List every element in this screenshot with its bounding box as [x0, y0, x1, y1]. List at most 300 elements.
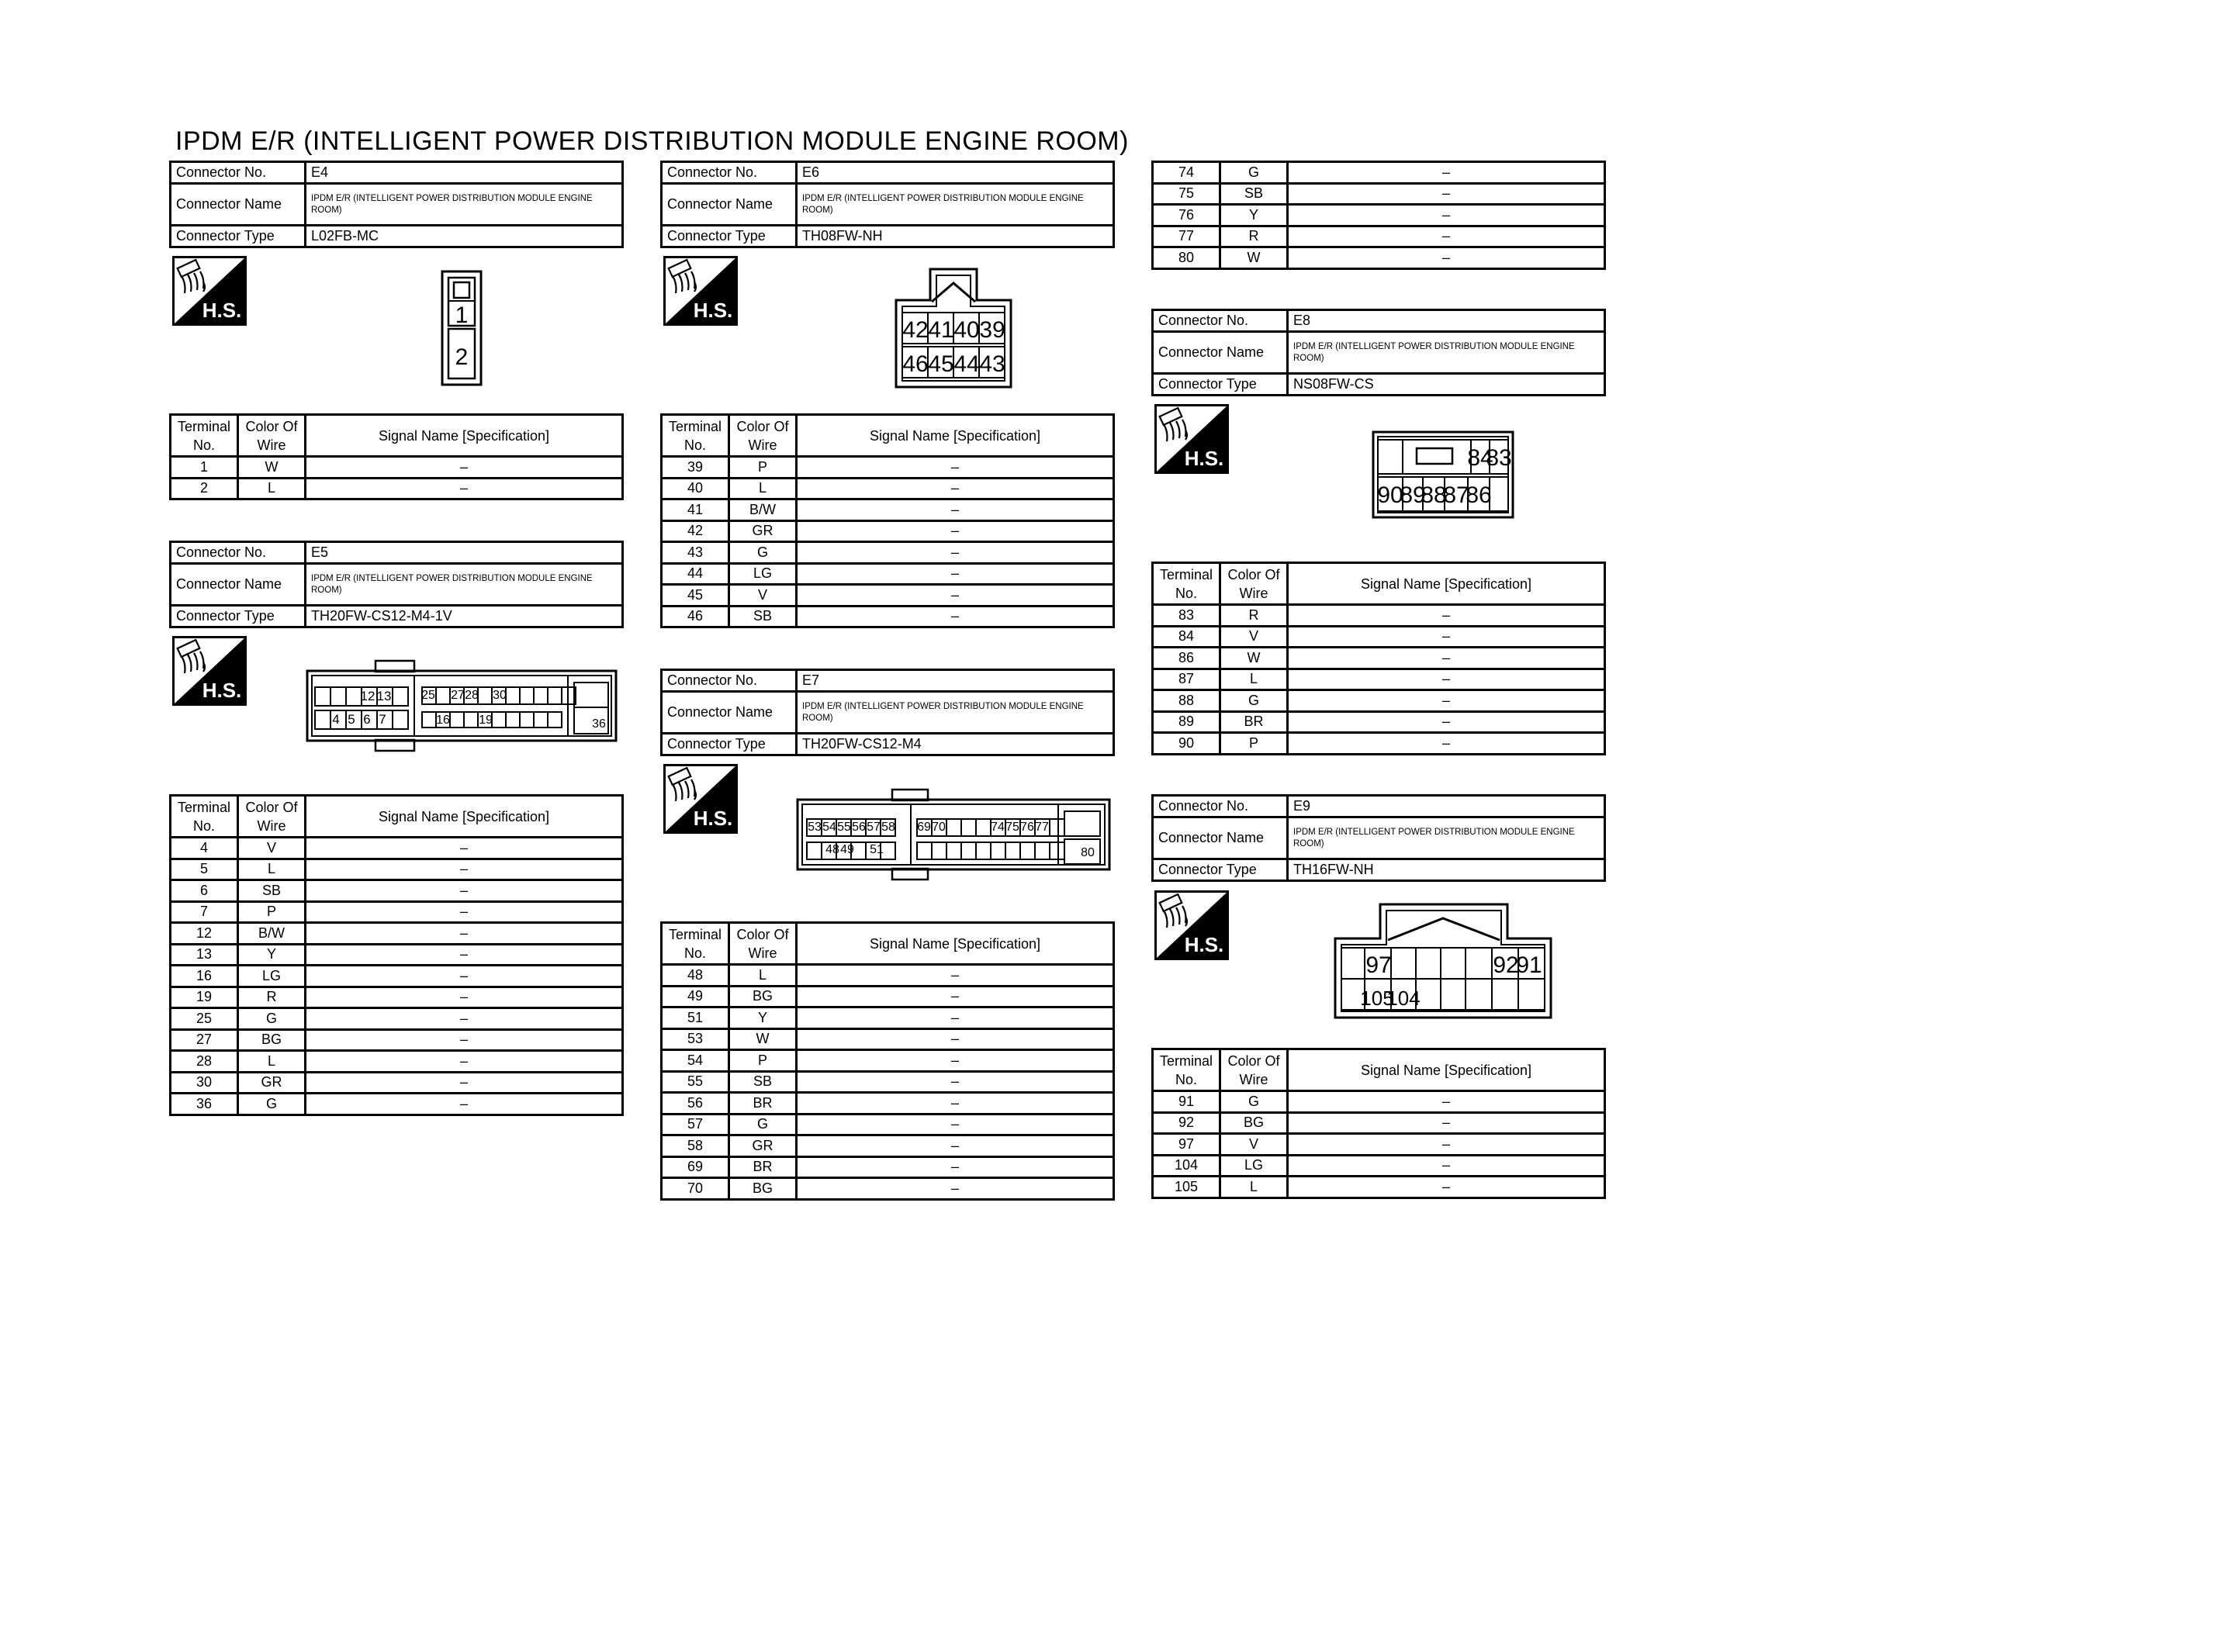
table-row — [1153, 626, 1605, 648]
signal-name-cell: – — [306, 901, 623, 923]
pin-label: 86 — [1466, 482, 1492, 508]
pin-label: 43 — [979, 351, 1005, 377]
wire-color-cell: L — [238, 1051, 306, 1073]
terminal-no-cell: 87 — [1153, 669, 1220, 690]
wire-color-cell: L — [238, 859, 306, 880]
connector-no-label: Connector No. — [171, 162, 306, 184]
signal-name-cell: – — [797, 520, 1114, 542]
table-row — [662, 478, 1114, 499]
wire-color-cell: P — [238, 901, 306, 923]
connector-type-value: TH20FW-CS12-M4-1V — [306, 606, 623, 627]
connector-e5-face-diagram — [306, 659, 618, 754]
table-row — [662, 1007, 1114, 1029]
signal-name-cell: – — [1288, 1091, 1605, 1113]
pin-label: 58 — [881, 821, 895, 834]
wire-color-cell: GR — [238, 1072, 306, 1094]
wire-color-cell: P — [1220, 733, 1288, 755]
hs-label: H.S. — [202, 679, 242, 702]
table-row — [662, 542, 1114, 564]
signal-name-cell: – — [306, 1008, 623, 1030]
terminal-no-cell: 105 — [1153, 1177, 1220, 1198]
signal-name-cell: – — [797, 1156, 1114, 1178]
wire-color-cell: BG — [238, 1029, 306, 1051]
connector-type-label: Connector Type — [1153, 374, 1288, 396]
signal-name-cell: – — [797, 1135, 1114, 1157]
table-row — [1153, 1091, 1605, 1113]
terminal-no-cell: 44 — [662, 563, 729, 585]
table-row — [662, 563, 1114, 585]
header-line: Terminal — [177, 799, 231, 815]
terminal-no-cell: 74 — [1153, 162, 1220, 184]
pin-label: 25 — [421, 689, 435, 702]
connector-e7-header — [660, 669, 1115, 756]
connector-name-value: IPDM E/R (INTELLIGENT POWER DISTRIBUTION MODULE ENGINE ROOM) — [1288, 332, 1605, 374]
hs-label: H.S. — [693, 807, 733, 830]
connector-e6-terminal-table — [660, 413, 1115, 628]
connector-no-value: E7 — [797, 670, 1114, 692]
connector-name-label: Connector Name — [171, 564, 306, 606]
wire-color-cell: G — [1220, 690, 1288, 712]
wire-color-header — [1220, 563, 1288, 605]
wire-color-cell: BG — [729, 1178, 797, 1200]
terminal-table — [1151, 161, 1606, 270]
terminal-no-cell: 12 — [171, 923, 238, 945]
connector-name-label: Connector Name — [1153, 332, 1288, 374]
terminal-no-cell: 30 — [171, 1072, 238, 1094]
table-row — [1153, 162, 1605, 184]
signal-name-cell: – — [306, 987, 623, 1008]
terminal-no-cell: 104 — [1153, 1155, 1220, 1177]
header-line: Wire — [257, 817, 286, 834]
connector-no-label: Connector No. — [1153, 796, 1288, 817]
pin-label: 69 — [917, 821, 931, 834]
pin-label: 90 — [1377, 482, 1403, 508]
connector-e6-header — [660, 161, 1115, 248]
terminal-no-cell: 39 — [662, 457, 729, 479]
wire-color-cell: GR — [729, 1135, 797, 1157]
pin-label: 48 — [825, 843, 839, 856]
wire-color-cell: P — [729, 457, 797, 479]
signal-name-cell: – — [1288, 205, 1605, 226]
connector-no-label: Connector No. — [662, 162, 797, 184]
table-row — [1153, 733, 1605, 755]
wire-color-cell: V — [729, 585, 797, 607]
wire-color-header — [729, 415, 797, 457]
wire-color-cell: L — [1220, 1177, 1288, 1198]
signal-name-cell: – — [1288, 605, 1605, 627]
terminal-table — [169, 413, 624, 500]
wire-color-cell: BG — [729, 986, 797, 1007]
terminal-no-cell: 97 — [1153, 1134, 1220, 1156]
table-row — [662, 606, 1114, 627]
terminal-no-header — [1153, 563, 1220, 605]
table-row — [662, 1135, 1114, 1157]
connector-e8-face-diagram — [1372, 430, 1514, 519]
terminal-no-cell: 25 — [171, 1008, 238, 1030]
table-row — [171, 966, 623, 987]
table-row — [171, 880, 623, 902]
table-row — [171, 457, 623, 479]
pin-label: 2 — [455, 344, 469, 370]
wire-color-cell: L — [1220, 669, 1288, 690]
wire-color-cell: Y — [729, 1007, 797, 1029]
wire-color-cell: W — [729, 1028, 797, 1050]
signal-name-cell: – — [797, 563, 1114, 585]
wire-color-cell: V — [238, 838, 306, 859]
wire-color-cell: LG — [1220, 1155, 1288, 1177]
table-row — [1153, 711, 1605, 733]
signal-name-cell: – — [1288, 626, 1605, 648]
connector-name-value: IPDM E/R (INTELLIGENT POWER DISTRIBUTION MODULE ENGINE ROOM) — [797, 184, 1114, 226]
pin-label: 13 — [376, 689, 392, 703]
harness-side-icon — [1154, 890, 1229, 960]
signal-name-cell: – — [797, 499, 1114, 521]
connector-no-label: Connector No. — [662, 670, 797, 692]
terminal-no-cell: 19 — [171, 987, 238, 1008]
terminal-no-cell: 49 — [662, 986, 729, 1007]
harness-side-icon — [1154, 404, 1229, 474]
terminal-no-cell: 5 — [171, 859, 238, 880]
signal-name-cell: – — [1288, 247, 1605, 269]
wire-color-cell: L — [729, 965, 797, 987]
signal-name-cell: – — [797, 1178, 1114, 1200]
signal-name-cell: – — [306, 1051, 623, 1073]
table-row — [662, 520, 1114, 542]
terminal-no-cell: 70 — [662, 1178, 729, 1200]
terminal-no-cell: 57 — [662, 1114, 729, 1135]
terminal-no-header — [662, 415, 729, 457]
header-line: No. — [683, 945, 706, 961]
wire-color-cell: SB — [238, 880, 306, 902]
wire-color-cell: LG — [238, 966, 306, 987]
signal-name-cell: – — [306, 859, 623, 880]
table-row — [662, 1050, 1114, 1072]
header-line: Color Of — [1227, 566, 1280, 582]
wire-color-cell: W — [1220, 247, 1288, 269]
pin-label: 42 — [902, 317, 929, 343]
pin-label: 97 — [1365, 952, 1392, 978]
harness-side-icon — [172, 256, 247, 326]
header-line: Terminal — [177, 418, 231, 434]
wire-color-cell: P — [729, 1050, 797, 1072]
signal-name-cell: – — [1288, 162, 1605, 184]
signal-name-header: Signal Name [Specification] — [306, 415, 623, 457]
terminal-no-cell: 27 — [171, 1029, 238, 1051]
terminal-table — [660, 413, 1115, 628]
terminal-no-cell: 88 — [1153, 690, 1220, 712]
table-row — [171, 478, 623, 499]
wire-color-cell: G — [1220, 1091, 1288, 1113]
signal-name-cell: – — [306, 457, 623, 479]
hs-label: H.S. — [1184, 933, 1224, 956]
wire-color-cell: G — [729, 542, 797, 564]
header-line: Terminal — [1159, 1052, 1213, 1069]
signal-name-cell: – — [797, 986, 1114, 1007]
wire-color-cell: B/W — [238, 923, 306, 945]
harness-side-icon — [172, 636, 247, 706]
signal-name-cell: – — [797, 1028, 1114, 1050]
signal-name-cell: – — [306, 880, 623, 902]
terminal-no-cell: 43 — [662, 542, 729, 564]
table-row — [1153, 1134, 1605, 1156]
signal-name-cell: – — [306, 923, 623, 945]
terminal-no-cell: 1 — [171, 457, 238, 479]
wire-color-cell: V — [1220, 1134, 1288, 1156]
terminal-no-cell: 54 — [662, 1050, 729, 1072]
terminal-no-header — [1153, 1049, 1220, 1091]
table-row — [1153, 183, 1605, 205]
header-line: Wire — [257, 437, 286, 453]
connector-e5-terminal-table — [169, 794, 624, 1116]
terminal-no-cell: 56 — [662, 1093, 729, 1115]
signal-name-cell: – — [1288, 1134, 1605, 1156]
wire-color-cell: SB — [1220, 183, 1288, 205]
table-row — [171, 1008, 623, 1030]
terminal-no-cell: 90 — [1153, 733, 1220, 755]
table-row — [662, 1156, 1114, 1178]
table-row — [171, 944, 623, 966]
pin-label: 12 — [360, 689, 375, 703]
table-row — [662, 1114, 1114, 1135]
pin-label: 76 — [1020, 821, 1034, 834]
pin-label: 91 — [1516, 952, 1542, 978]
wire-color-cell: G — [729, 1114, 797, 1135]
table-row — [171, 1072, 623, 1094]
connector-e4-header — [169, 161, 624, 248]
table-row — [662, 585, 1114, 607]
wire-color-cell: L — [729, 478, 797, 499]
pin-label: 104 — [1386, 987, 1421, 1010]
pin-label: 45 — [928, 351, 954, 377]
table-row — [171, 838, 623, 859]
wire-color-header — [238, 796, 306, 838]
connector-type-label: Connector Type — [1153, 859, 1288, 881]
terminal-no-cell: 13 — [171, 944, 238, 966]
terminal-no-cell: 36 — [171, 1094, 238, 1115]
connector-type-value: L02FB-MC — [306, 226, 623, 247]
connector-type-value: TH08FW-NH — [797, 226, 1114, 247]
connector-e8-header — [1151, 309, 1606, 396]
header-line: No. — [683, 437, 706, 453]
table-row — [1153, 690, 1605, 712]
table-row — [662, 1178, 1114, 1200]
signal-name-cell: – — [797, 457, 1114, 479]
terminal-no-cell: 46 — [662, 606, 729, 627]
connector-e7-terminal-table-continued — [1151, 161, 1606, 270]
table-row — [171, 901, 623, 923]
connector-no-value: E5 — [306, 542, 623, 564]
signal-name-cell: – — [306, 478, 623, 499]
connector-type-label: Connector Type — [171, 606, 306, 627]
connector-name-label: Connector Name — [662, 692, 797, 734]
signal-name-cell: – — [797, 1114, 1114, 1135]
pin-label: 54 — [822, 821, 836, 834]
connector-name-value: IPDM E/R (INTELLIGENT POWER DISTRIBUTION MODULE ENGINE ROOM) — [797, 692, 1114, 734]
pin-label: 39 — [979, 317, 1005, 343]
signal-name-header: Signal Name [Specification] — [797, 415, 1114, 457]
harness-side-icon — [663, 764, 738, 834]
pin-label: 89 — [1400, 482, 1426, 508]
header-line: Terminal — [1159, 566, 1213, 582]
table-row — [1153, 226, 1605, 247]
table-row — [1153, 1155, 1605, 1177]
terminal-no-cell: 55 — [662, 1071, 729, 1093]
terminal-no-cell: 6 — [171, 880, 238, 902]
table-row — [171, 859, 623, 880]
connector-no-value: E8 — [1288, 310, 1605, 332]
signal-name-cell: – — [1288, 1177, 1605, 1198]
terminal-no-cell: 80 — [1153, 247, 1220, 269]
wire-color-cell: R — [1220, 226, 1288, 247]
wire-color-cell: W — [1220, 648, 1288, 669]
terminal-no-cell: 16 — [171, 966, 238, 987]
signal-name-cell: – — [797, 542, 1114, 564]
wire-color-header — [729, 923, 797, 965]
signal-name-header: Signal Name [Specification] — [1288, 563, 1605, 605]
hs-label: H.S. — [693, 299, 733, 322]
connector-no-label: Connector No. — [171, 542, 306, 564]
wire-color-cell: G — [238, 1008, 306, 1030]
connector-no-label: Connector No. — [1153, 310, 1288, 332]
wire-color-cell: R — [1220, 605, 1288, 627]
pin-label: 74 — [991, 821, 1005, 834]
terminal-no-cell: 2 — [171, 478, 238, 499]
terminal-no-cell: 40 — [662, 478, 729, 499]
terminal-no-cell: 91 — [1153, 1091, 1220, 1113]
connector-e4-face-diagram — [441, 270, 483, 386]
signal-name-cell: – — [306, 1029, 623, 1051]
pin-label: 4 — [332, 712, 340, 727]
terminal-no-cell: 75 — [1153, 183, 1220, 205]
connector-type-label: Connector Type — [171, 226, 306, 247]
table-row — [1153, 648, 1605, 669]
table-row — [662, 1028, 1114, 1050]
table-row — [662, 457, 1114, 479]
pin-label: 41 — [928, 317, 954, 343]
terminal-no-header — [171, 415, 238, 457]
table-row — [1153, 1177, 1605, 1198]
table-row — [1153, 1112, 1605, 1134]
connector-e9-terminal-table — [1151, 1048, 1606, 1199]
wire-color-header — [238, 415, 306, 457]
pin-label: 7 — [379, 712, 386, 727]
connector-e5-header — [169, 541, 624, 628]
wire-color-cell: G — [238, 1094, 306, 1115]
wire-color-cell: G — [1220, 162, 1288, 184]
pin-label: 56 — [852, 821, 866, 834]
wire-color-cell: GR — [729, 520, 797, 542]
terminal-no-cell: 45 — [662, 585, 729, 607]
header-line: Terminal — [668, 926, 722, 942]
table-row — [1153, 247, 1605, 269]
terminal-no-cell: 53 — [662, 1028, 729, 1050]
signal-name-cell: – — [797, 1050, 1114, 1072]
terminal-table — [660, 921, 1115, 1201]
pin-label: 70 — [932, 821, 946, 834]
pin-label: 1 — [455, 302, 469, 328]
terminal-no-cell: 4 — [171, 838, 238, 859]
connector-type-value: TH20FW-CS12-M4 — [797, 734, 1114, 755]
connector-e9-header — [1151, 794, 1606, 882]
signal-name-header: Signal Name [Specification] — [797, 923, 1114, 965]
signal-name-cell: – — [1288, 669, 1605, 690]
wire-color-cell: LG — [729, 563, 797, 585]
pin-label: 5 — [348, 712, 355, 727]
terminal-no-cell: 51 — [662, 1007, 729, 1029]
signal-name-cell: – — [306, 1072, 623, 1094]
table-row — [662, 986, 1114, 1007]
connector-e8-terminal-table — [1151, 562, 1606, 755]
connector-no-value: E6 — [797, 162, 1114, 184]
header-line: No. — [1175, 585, 1197, 601]
pin-label: 57 — [867, 821, 881, 834]
pin-label: 27 — [451, 689, 465, 702]
terminal-no-cell: 83 — [1153, 605, 1220, 627]
wire-color-cell: SB — [729, 1071, 797, 1093]
signal-name-cell: – — [797, 965, 1114, 987]
table-row — [662, 1071, 1114, 1093]
connector-type-label: Connector Type — [662, 734, 797, 755]
signal-name-cell: – — [1288, 1112, 1605, 1134]
wire-color-cell: BR — [1220, 711, 1288, 733]
header-line: No. — [192, 437, 215, 453]
connector-name-label: Connector Name — [662, 184, 797, 226]
wire-color-cell: Y — [1220, 205, 1288, 226]
connector-e6-face-diagram — [895, 266, 1012, 390]
header-line: Color Of — [245, 799, 298, 815]
terminal-no-header — [662, 923, 729, 965]
pin-label: 80 — [1081, 846, 1095, 859]
terminal-no-cell: 28 — [171, 1051, 238, 1073]
terminal-no-cell: 48 — [662, 965, 729, 987]
table-row — [171, 1029, 623, 1051]
header-line: Terminal — [668, 418, 722, 434]
signal-name-cell: – — [1288, 711, 1605, 733]
pin-label: 84 — [1467, 445, 1493, 471]
header-line: No. — [192, 817, 215, 834]
terminal-no-cell: 41 — [662, 499, 729, 521]
terminal-table — [169, 794, 624, 1116]
pin-label: 40 — [953, 317, 980, 343]
terminal-no-cell: 86 — [1153, 648, 1220, 669]
pin-label: 28 — [465, 689, 479, 702]
header-line: Color Of — [736, 418, 789, 434]
table-row — [662, 965, 1114, 987]
pin-label: 16 — [436, 714, 450, 727]
table-row — [171, 923, 623, 945]
table-row — [171, 1094, 623, 1115]
wire-color-cell: BR — [729, 1156, 797, 1178]
signal-name-cell: – — [1288, 1155, 1605, 1177]
table-row — [1153, 605, 1605, 627]
wire-color-cell: BR — [729, 1093, 797, 1115]
terminal-no-cell: 84 — [1153, 626, 1220, 648]
signal-name-cell: – — [797, 1007, 1114, 1029]
signal-name-cell: – — [1288, 648, 1605, 669]
pin-label: 44 — [953, 351, 980, 377]
hs-label: H.S. — [1184, 447, 1224, 470]
wire-color-cell: R — [238, 987, 306, 1008]
header-line: Color Of — [1227, 1052, 1280, 1069]
wire-color-header — [1220, 1049, 1288, 1091]
signal-name-cell: – — [306, 944, 623, 966]
pin-label: 46 — [902, 351, 929, 377]
pin-label: 49 — [840, 843, 854, 856]
connector-name-label: Connector Name — [171, 184, 306, 226]
signal-name-cell: – — [306, 1094, 623, 1115]
header-line: No. — [1175, 1071, 1197, 1087]
connector-e9-face-diagram — [1334, 901, 1552, 1021]
